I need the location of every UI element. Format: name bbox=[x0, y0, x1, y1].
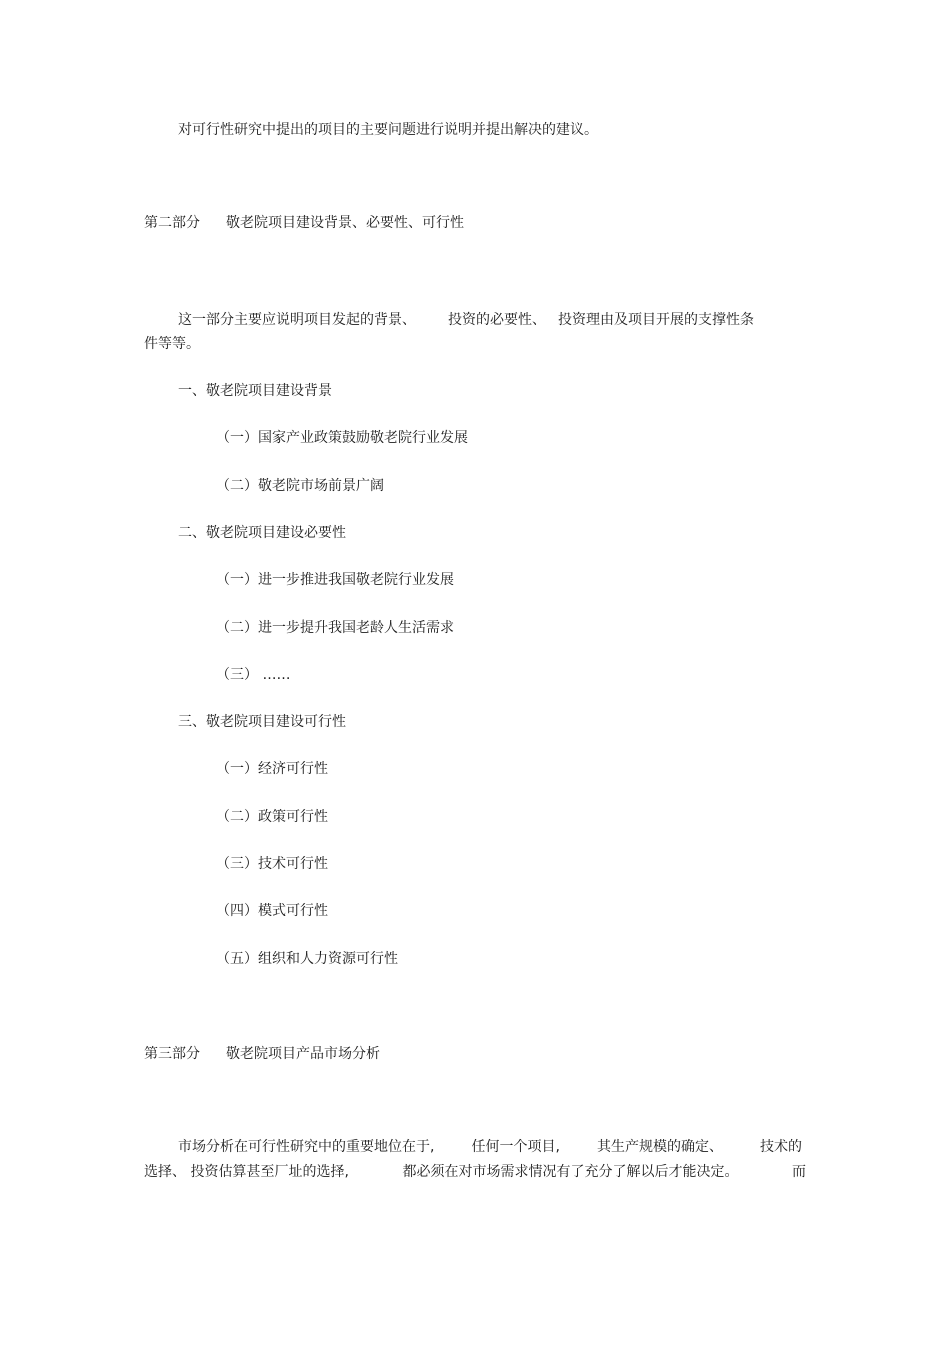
list-item: （三） …… bbox=[216, 667, 291, 683]
part2-paragraph-line1 bbox=[178, 311, 754, 329]
part3-line2-seg2: 都必须在对市场需求情况有了充分了解以后才能决定。 bbox=[402, 1164, 739, 1180]
part3-line1-seg4: 技术的 bbox=[760, 1139, 802, 1155]
part3-line1-seg2: 任何一个项目, bbox=[471, 1139, 560, 1155]
part3-title: 敬老院项目产品市场分析 bbox=[226, 1046, 380, 1062]
part2-paragraph-seg2: 投资的必要性、 bbox=[448, 312, 546, 328]
list-item: （二）敬老院市场前景广阔 bbox=[216, 478, 384, 494]
part2-paragraph-seg3: 投资理由及项目开展的支撑性条 bbox=[558, 312, 754, 328]
section-heading-necessity: 二、敬老院项目建设必要性 bbox=[178, 525, 346, 541]
list-item: （二）进一步提升我国老龄人生活需求 bbox=[216, 620, 454, 636]
part3-line1-seg1: 市场分析在可行性研究中的重要地位在于, bbox=[178, 1139, 435, 1155]
part3-paragraph-line1 bbox=[178, 1138, 802, 1156]
part2-paragraph-line2: 件等等。 bbox=[144, 336, 200, 352]
section-heading-feasibility: 三、敬老院项目建设可行性 bbox=[178, 714, 346, 730]
part2-label: 第二部分 bbox=[144, 215, 200, 231]
part3-paragraph-line2 bbox=[144, 1163, 806, 1181]
list-item: （二）政策可行性 bbox=[216, 809, 328, 825]
part2-title: 敬老院项目建设背景、必要性、可行性 bbox=[226, 215, 464, 231]
list-item: （一）国家产业政策鼓励敬老院行业发展 bbox=[216, 430, 468, 446]
list-item: （三）技术可行性 bbox=[216, 856, 328, 872]
list-item: （四）模式可行性 bbox=[216, 903, 328, 919]
list-item: （五）组织和人力资源可行性 bbox=[216, 951, 398, 967]
part3-line2-seg1: 选择、 投资估算甚至厂址的选择, bbox=[144, 1164, 349, 1180]
section-heading-background: 一、敬老院项目建设背景 bbox=[178, 383, 332, 399]
part2-paragraph-seg1: 这一部分主要应说明项目发起的背景、 bbox=[178, 312, 416, 328]
part3-line1-seg3: 其生产规模的确定、 bbox=[596, 1139, 723, 1155]
list-item: （一）经济可行性 bbox=[216, 761, 328, 777]
part3-heading bbox=[144, 1045, 380, 1063]
part3-line2-seg3: 而 bbox=[792, 1164, 806, 1180]
list-item: （一）进一步推进我国敬老院行业发展 bbox=[216, 572, 454, 588]
part2-heading bbox=[144, 214, 464, 232]
part3-label: 第三部分 bbox=[144, 1046, 200, 1062]
intro-paragraph: 对可行性研究中提出的项目的主要问题进行说明并提出解决的建议。 bbox=[178, 122, 598, 138]
